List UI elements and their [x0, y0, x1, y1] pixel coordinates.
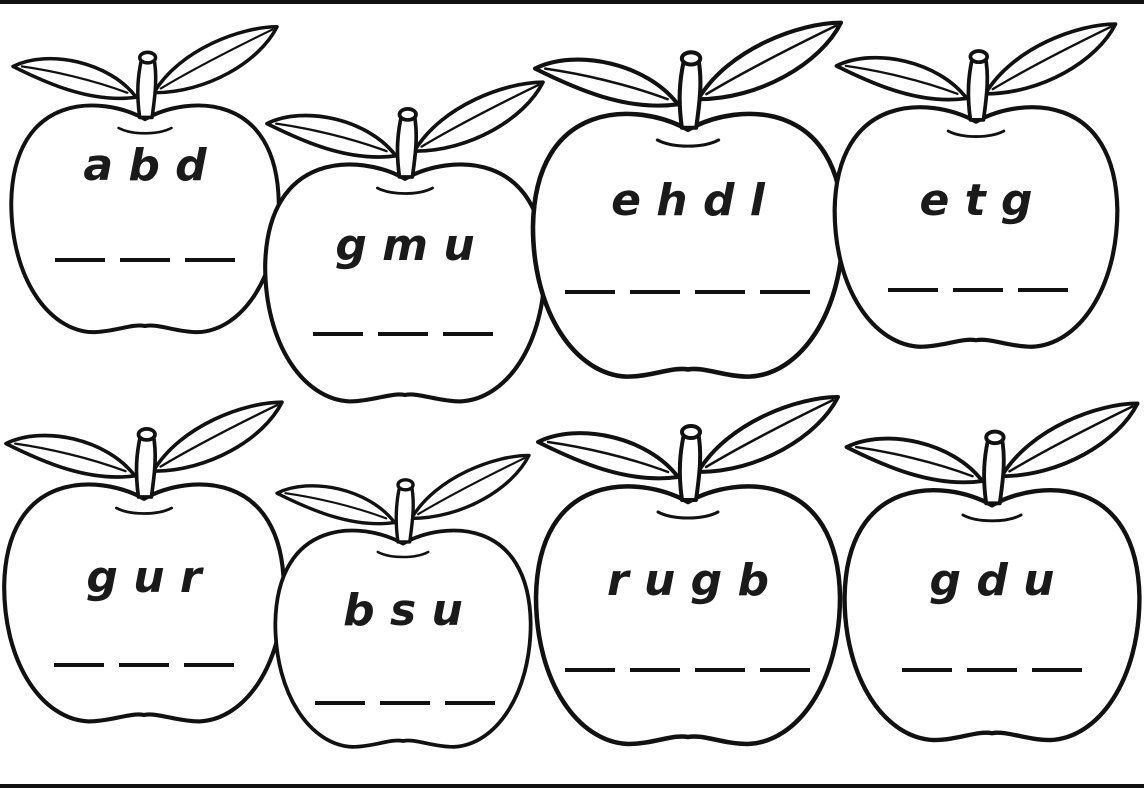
scrambled-letters: b s u [343, 585, 463, 636]
scrambled-letters: r u g b [607, 555, 769, 606]
scrambled-letters: g u r [86, 552, 202, 603]
scrambled-letters: g m u [335, 220, 475, 271]
scrambled-letters: e t g [919, 175, 1033, 226]
scrambled-letters: e h d l [611, 175, 765, 226]
scrambled-letters: a b d [83, 140, 207, 191]
scrambled-letters: g d u [929, 555, 1055, 606]
